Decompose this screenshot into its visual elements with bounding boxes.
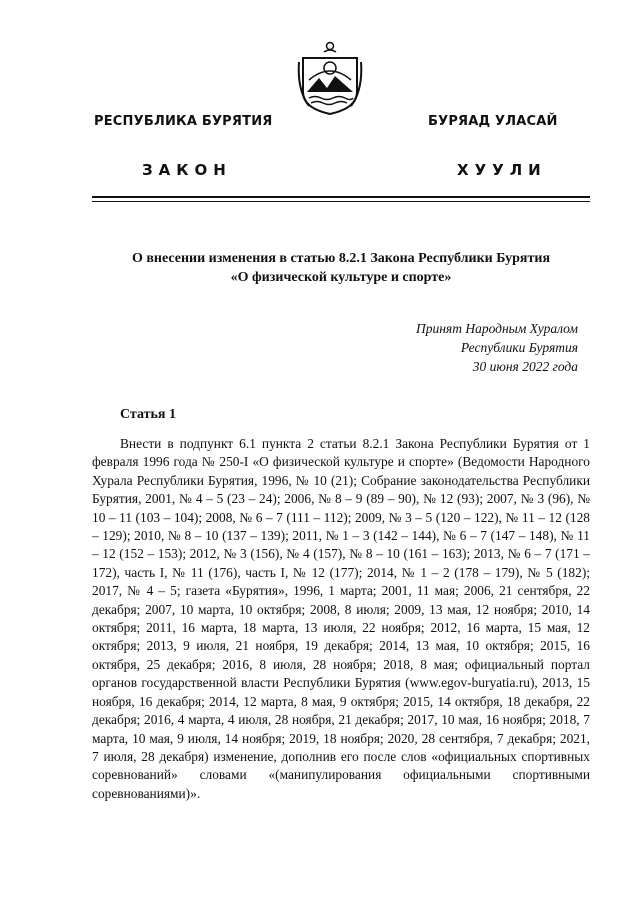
article-body — [92, 435, 590, 803]
law-label-bua: ХУУЛИ — [457, 161, 547, 179]
coat-of-arms-emblem-icon — [297, 40, 363, 116]
article-heading: Статья 1 — [120, 407, 176, 422]
adoption-note-line-2: Республики Бурятия — [460, 340, 578, 355]
document-title-line-1: О внесении изменения в статью 8.2.1 Закона Республики Бурятия — [131, 251, 551, 266]
republic-title-bua: БУРЯАД УЛАСАЙ — [428, 114, 558, 129]
adoption-note — [416, 319, 578, 376]
adoption-date: 30 июня 2022 года — [472, 359, 578, 374]
header-divider-thick — [92, 196, 590, 198]
law-label-ru: ЗАКОН — [142, 161, 232, 179]
header-divider-thin — [92, 201, 590, 202]
document-title-line-2: «О физической культуре и спорте» — [230, 270, 452, 285]
adoption-note-line-1: Принят Народным Хуралом — [415, 321, 578, 336]
document-title — [92, 249, 590, 287]
republic-title-ru: РЕСПУБЛИКА БУРЯТИЯ — [94, 114, 273, 129]
article-paragraph: Внести в подпункт 6.1 пункта 2 статьи 8.2.1 Закона Республики Бурятия от 1 февраля 1996 года № 250-I «О физической культуре и спорте» (Ведомости Народного Хурала Республики Бурятия, 1996, № 10 (21); Собрание законодательства Республики Бурятия, 2001, № 4 – 5 (23 – 24); 2006, № 8 – 9 (89 – 90), № 12 (93); 2007, № 3 (96), № 10 – 11 (103 – 104); 2008, № 6 – 7 (111 – 112); 2009, № 3 – 5 (120 – 122), № 11 – 12 (128 – 129); 2010, № 8 – 10 (137 – 139); 2011, № 1 – 3 (142 – 144), № 6 – 7 (147 – 148), № 11 – 12 (152 – 153); 2012, № 3 (156), № 4 (157), № 8 – 10 (161 – 163); 2013, № 6 – 7 (171 – 172), часть I, № 11 (176), часть I, № 12 (177); 2014, № 1 – 2 (178 – 179), № 5 (182); 2017, № 4 – 5; газета «Бурятия», 1996, 1 марта; 2001, 11 мая; 2006, 21 сентября, 22 декабря; 2007, 10 марта, 10 октября; 2008, 8 июля; 2009, 13 мая, 12 ноября; 2010, 14 октября; 2011, 16 марта, 18 марта, 13 июля, 22 ноября; 2012, 16 марта, 15 мая, 12 октября; 2013, 9 июля, 21 ноября, 19 декабря; 2014, 13 мая, 10 октября; 2015, 16 октября, 25 декабря; 2016, 8 июля, 28 ноября; 2018, 8 мая; официальный портал органов государственной власти Республики Бурятия (www.egov-buryatia.ru), 2013, 15 ноября, 16 декабря; 2014, 12 марта, 8 мая, 9 октября; 2015, 14 октября, 18 декабря, 22 декабря; 2016, 4 марта, 4 июля, 28 ноября, 21 декабря; 2017, 10 мая, 16 ноября; 2018, 7 марта, 10 мая, 9 июля, 14 ноября; 2019, 18 ноября; 2020, 28 сентября, 7 декабря; 2021, 7 июля, 28 декабря) изменение, дополнив его после слов «официальных спортивных соревнований» словами «(манипулирования официальными спортивными соревнованиями)». — [92, 436, 590, 801]
